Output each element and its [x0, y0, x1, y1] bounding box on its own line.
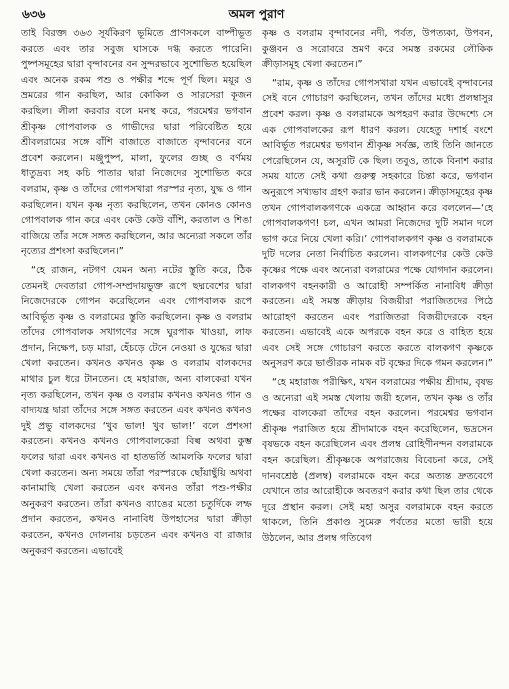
running-title: অমল পুরাণ	[228, 7, 285, 21]
paragraph: কৃষ্ণ ও বলরাম বৃন্দাবনের নদী, পর্বত, উপত্যকা, উপবন, কুঞ্জবন ও সরোবরে ভ্রমণ করে সমস্ত রকমের লৌকিক ক্রীড়াসমূহ খেলা করতেন।”	[262, 28, 493, 71]
paragraph: “হে রাজন, নটগণ যেমন অন্য নটের স্তুতি করে, ঠিক তেমনই দেবতারা গোপ-সম্প্রদায়ভুক্ত রূপে ছদ্মবেশের দ্বারা নিজেদেরকে গোপন করেছিলেন এবং গোপবালক রূপে আবির্ভূত কৃষ্ণ ও বলরামের স্তুতি করছিলেন। কৃষ্ণ ও বলরাম তাঁদের গোপবালক সখাগণের সঙ্গে ঘুরপাক খাওয়া, লাফ প্রদান, নিক্ষেপ, চড় মারা, হেঁচড়ে টেনে নেওয়া ও যুদ্ধের দ্বারা খেলা করতেন। কখনও কখনও কৃষ্ণ ও বলরাম বালকদের মাথার চুল ধরে টানতেন। হে মহারাজ, অন্য বালকেরা যখন নৃত্য করছিলেন, তখন কৃষ্ণ ও বলরাম কখনও কখনও গান ও বাদ্যযন্ত্র দ্বারা তাঁদের সঙ্গে সঙ্গত করতেন এবং কখনও কখনও দুই প্রভু বালকদের ‘খুব ভাল! খুব ভাল!’ বলে প্রশংসা করতেন। কখনও কখনও গোপবালকেরা বিল্ব অথবা কুম্ভ ফলের দ্বারা এবং কখনও বা হাতভর্তি আমলকি ফলের দ্বারা খেলা করতেন। অন্য সময়ে তাঁরা পরস্পরকে ছোঁয়াছুঁয়ি অথবা কানামাছি খেলা করতেন এবং কখনও তাঁরা পশু-পক্ষীর অনুকরণ করতেন। তাঁরা কখনও ব্যাঙের মতো চতুর্দিকে লম্ফ প্রদান করতেন, কখনও নানাবিধ উপহাসের দ্বারা ক্রীড়া করতেন, কখনও দোলনায় চড়তেন এবং কখনও বা রাজার অনুকরণ করতেন। এভাবেই	[21, 264, 252, 557]
right-column	[262, 26, 493, 682]
paragraph: তাই বিরক্ত৷ ৩৬৩ সূর্যকিরণ ভূমিতে প্রাণসকলে বাষ্পীভূত করতে এবং তার সবুজ ঘাসকে দগ্ধ করতে পারেনি। পুষ্পসমূহের দ্বারা বৃন্দাবনের বন সুন্দরভাবে সুশোভিত হয়েছিল এবং অনেক রকম পশু ও পক্ষীর শব্দে পূর্ণ ছিল। ময়ূর ও ভ্রমরের গান করছিল, আর কোকিল ও সারসেরা কূজন করছিল। লীলা করবার বলে মনস্থ করে, পরমেশ্বর ভগবান শ্রীকৃষ্ণ গোপবালক ও গাভীদের দ্বারা পরিবেষ্টিত হয়ে শ্রীবলরামের সঙ্গে বাঁশি বাজাতে বাজাতে বৃন্দাবনের বনে প্রবেশ করলেন। মঞ্জুপুষ্প, মালা, ফুলের গুচ্ছ ও বর্ণময় ধাতুদ্রব্য সহ কচি পাতার দ্বারা নিজেদের সুশোভিত করে বলরাম, কৃষ্ণ ও তাঁদের গোপসখারা পরস্পর নৃত্য, যুদ্ধ ও গান করছিলেন। যখন কৃষ্ণ নৃত্য করছিলেন, তখন কোনও কোনও গোপবালক গান করে এবং কেউ কেউ বাঁশি, করতাল ও শিঙা বাজিয়ে তাঁর সঙ্গে সঙ্গত করছিলেন, আর অন্যেরা সকলে তাঁর নৃত্যের প্রশংসা করছিলেন।”	[21, 28, 252, 258]
paragraph: “হে মহারাজ পরীক্ষিৎ, যখন বলরামের পক্ষীয় শ্রীদাম, বৃষভ ও অন্যেরা এই সমস্ত খেলায় জয়ী হলেন, তখন কৃষ্ণ ও তাঁর পক্ষের বালকেরা তাঁদের বহন করলেন। পরমেশ্বর ভগবান শ্রীকৃষ্ণ পরাজিত হয়ে শ্রীদামাকে বহন করেছিলেন, ভদ্রসেন বৃষভকে বহন করেছিলেন এবং প্রলম্ব রোহিণীনন্দন বলরামকে বহন করেছিল। শ্রীকৃষ্ণকে অপরাজেয় বিবেচনা করে, সেই দানবশ্রেষ্ঠ (প্রলম্ব) বলরামকে বহন করে অত্যন্ত দ্রুতবেগে যেখানে তার আরোহীকে অবতরণ করার কথা ছিল তার থেকে দূরে প্রস্থান করল। সেই মহা অসুর বলরামকে বহন করতে থাকলে, তিনি প্রকাণ্ড সুমেরু পর্বতের মতো ভারী হয়ে উঠলেন, আর প্রলম্ব গতিবেগ	[262, 377, 493, 544]
paragraph: “রাম, কৃষ্ণ ও তাঁদের গোপসখারা যখন এভাবেই বৃন্দাবনের সেই বনে গোচারণ করছিলেন, তখন তাঁদের মধ্যে প্রলম্বাসুর প্রবেশ করল। কৃষ্ণ ও বলরামকে অপহরণ করার উদ্দেশ্যে সে এক গোপবালকের রূপ ধারণ করল। যেহেতু দশার্হ বংশে আবির্ভূত পরমেশ্বর ভগবান শ্রীকৃষ্ণ সর্বজ্ঞ, তাই তিনি জানতে পেরেছিলেন যে, অসুরটি কে ছিল। তবুও, তাকে বিনাশ করার সময় যাতে সেই কথা গুরুত্ব সহকারে চিন্তা করে, ভগবান অনুরূপে সখ্যভাব গ্রহণ করার ভান করলেন। ক্রীড়াসমূহের কৃষ্ণ তখন গোপবালকগণকে একত্রে আহ্বান করে বললেন—‘হে গোপবালকগণ! চল, এখন আমরা নিজেদের দুটি সমান দলে ভাগ করে নিয়ে খেলা করি।’ গোপবালকগণ কৃষ্ণ ও বলরামকে দুটি দলের নেতা নির্বাচিত করলেন। বালকগণের কেউ কেউ কৃষ্ণের পক্ষে এবং অন্যেরা বলরামের পক্ষে যোগদান করলেন। বালকগণ বহনকারী ও আরোহী সম্পর্কিত নানাবিধ ক্রীড়া করতেন। এই সমস্ত ক্রীড়ায় বিজয়ীরা পরাজিতদের পিঠে আরোহণ করতেন এবং পরাজিতরা বিজয়ীদেরকে বহন করতেন। এভাবেই একে অপরকে বহন করে ও বাহিত হয়ে এবং সেই সঙ্গে গোচারণ করতে করতে বালকগণ কৃষ্ণকে অনুসরণ করে ভাণ্ডীরক নামক বট বৃক্ষের দিকে গমন করলেন।”	[262, 77, 493, 370]
left-column	[21, 26, 252, 682]
column-gutter	[254, 26, 255, 682]
page-number: ৬৩৬	[22, 7, 46, 21]
page-header	[22, 6, 491, 24]
